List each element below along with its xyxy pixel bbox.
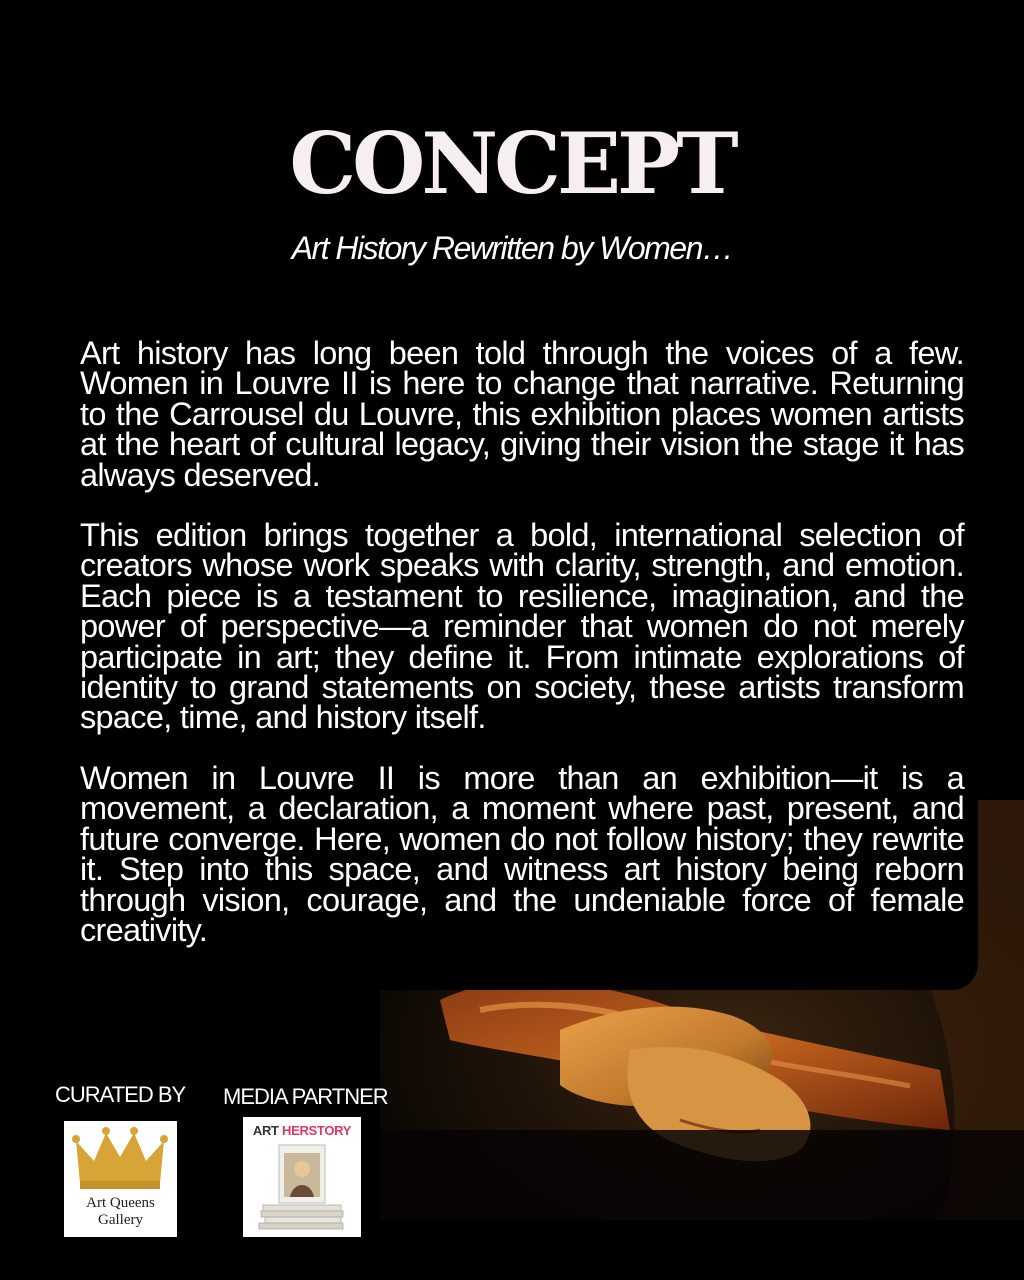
concept-paragraph-3: Women in Louvre II is more than an exhibition—it is a movement, a declaration, a moment where past, present, and future converge. Here, women do not follow history; they rewrite it. Step into this space, and witness art history being reborn through vision, courage, and the undeniable force of female creativity. (80, 759, 964, 948)
concept-paragraph-2: This edition brings together a bold, international selection of creators whose work speaks with clarity, strength, and emotion. Each piece is a testament to resilience, imagination, and the power of perspective—a reminder that women do not merely participate in art; they define it. From intimate explorations of identity to grand statements on society, these artists transform space, time, and history itself. (80, 517, 964, 736)
page-title: CONCEPT (289, 114, 735, 213)
art-herstory-logo (243, 1117, 361, 1237)
concept-paragraph-1: Art history has long been told through the voices of a few. Women in Louvre II is here to change that narrative. Returning to the Carrousel du Louvre, this exhibition places women artists at the heart of cultural legacy, giving their vision the stage it has always deserved. (80, 335, 964, 493)
curator-name: Art Queens Gallery (86, 1195, 155, 1228)
page-subtitle: Art History Rewritten by Women… (291, 230, 733, 266)
media-partner-name: ART HERSTORY (252, 1123, 352, 1138)
art-queens-gallery-logo (64, 1121, 177, 1237)
concept-body (80, 335, 964, 975)
crown-icon (64, 1121, 177, 1196)
curated-by-label: CURATED BY (55, 1082, 186, 1107)
media-partner-label: MEDIA PARTNER (223, 1084, 388, 1109)
magazine-stack-icon (243, 1141, 361, 1237)
